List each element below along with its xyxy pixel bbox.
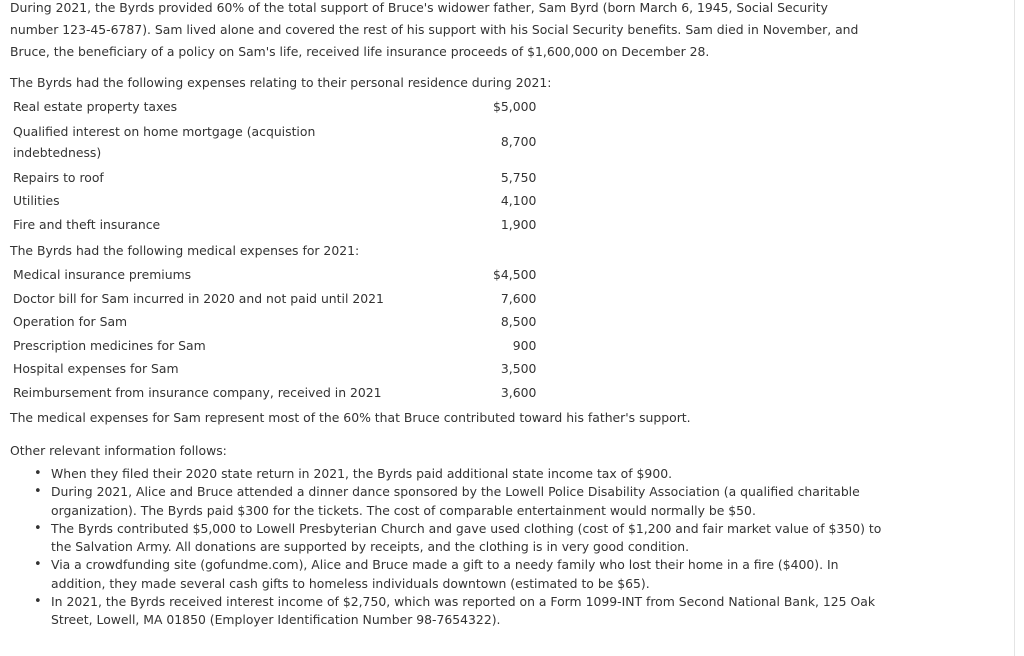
expense-amount: 5,750	[500, 169, 537, 185]
table-row	[13, 95, 536, 119]
table-row	[13, 213, 536, 237]
residence-expenses-table	[13, 95, 536, 236]
medical-note: The medical expenses for Sam represent most of the 60% that Bruce contributed toward his father's support.	[10, 410, 691, 425]
expense-description: Utilities	[13, 193, 60, 208]
list-item	[34, 465, 891, 483]
intro-paragraph: During 2021, the Byrds provided 60% of the total support of Bruce's widower father, Sam Byrd (born March 6, 1945, Social Security number 123-45-6787). Sam lived alone and covered the rest of his support with his Social Security benefits. Sam died in November, and Bruce, the beneficiary of a policy on Sam's life, received life insurance proceeds of $1,600,000 on December 28.	[10, 0, 859, 59]
expense-description: Medical insurance premiums	[13, 267, 192, 282]
expense-amount: 1,900	[500, 216, 537, 232]
expense-amount: $4,500	[493, 267, 537, 282]
table-row	[13, 166, 536, 190]
expense-amount: $5,000	[493, 99, 537, 114]
list-item	[34, 520, 891, 557]
medical-expenses-table	[13, 263, 536, 404]
expense-description: Repairs to roof	[13, 169, 104, 185]
bullet-icon: •	[34, 466, 42, 481]
residence-expenses-label: The Byrds had the following expenses relating to their personal residence during 2021:	[10, 75, 552, 90]
other-info-list	[10, 465, 891, 630]
list-item	[34, 556, 891, 593]
table-row	[13, 263, 536, 287]
expense-description: Fire and theft insurance	[13, 216, 161, 232]
bullet-icon: •	[34, 557, 42, 573]
expense-amount: 4,100	[500, 193, 537, 208]
list-item-text: Via a crowdfunding site (gofundme.com), Alice and Bruce made a gift to a needy family who lost their home in a fire ($400). In addition, they made several cash gifts to homeless individuals downtown (estimated to be $65).	[51, 557, 839, 591]
list-item	[34, 483, 891, 520]
table-row	[13, 119, 536, 166]
expense-description: Hospital expenses for Sam	[13, 361, 179, 376]
expense-description: Real estate property taxes	[13, 99, 178, 114]
expense-description: Prescription medicines for Sam	[13, 337, 206, 353]
expense-description: Qualified interest on home mortgage (acquistion indebtedness)	[13, 123, 316, 160]
expense-description: Reimbursement from insurance company, received in 2021	[13, 384, 382, 400]
other-info-label: Other relevant information follows:	[10, 443, 227, 458]
bullet-icon: •	[34, 520, 42, 536]
table-row	[13, 357, 536, 381]
medical-expenses-label: The Byrds had the following medical expenses for 2021:	[10, 243, 360, 258]
list-item-text: The Byrds contributed $5,000 to Lowell Presbyterian Church and gave used clothing (cost of $1,200 and fair market value of $350) to the Salvation Army. All donations are supported by receipts, and the clothing is in very good condition.	[51, 520, 882, 555]
table-row	[13, 334, 536, 358]
expense-amount: 8,500	[500, 314, 537, 329]
expense-amount: 7,600	[500, 290, 537, 306]
expense-amount: 900	[512, 337, 537, 353]
table-row	[13, 310, 536, 334]
bullet-icon: •	[34, 484, 42, 500]
table-row	[13, 287, 536, 311]
table-row	[13, 381, 536, 405]
table-row	[13, 189, 536, 213]
expense-amount: 3,500	[500, 361, 537, 376]
list-item-text: In 2021, the Byrds received interest income of $2,750, which was reported on a Form 1099-INT from Second National Bank, 125 Oak Street, Lowell, MA 01850 (Employer Identification Number 98-7654322).	[51, 594, 875, 628]
expense-description: Operation for Sam	[13, 314, 128, 329]
list-item-text: During 2021, Alice and Bruce attended a dinner dance sponsored by the Lowell Police Disability Association (a qualified charitable organization). The Byrds paid $300 for the tickets. The cost of comparable entertainment would normally be $50.	[51, 484, 860, 518]
list-item	[34, 593, 891, 630]
expense-description: Doctor bill for Sam incurred in 2020 and not paid until 2021	[13, 290, 384, 306]
expense-amount: 8,700	[500, 134, 537, 150]
document-page	[10, 0, 1015, 656]
expense-amount: 3,600	[500, 384, 537, 400]
list-item-text: When they filed their 2020 state return in 2021, the Byrds paid additional state income tax of $900.	[51, 466, 673, 481]
bullet-icon: •	[34, 594, 42, 610]
